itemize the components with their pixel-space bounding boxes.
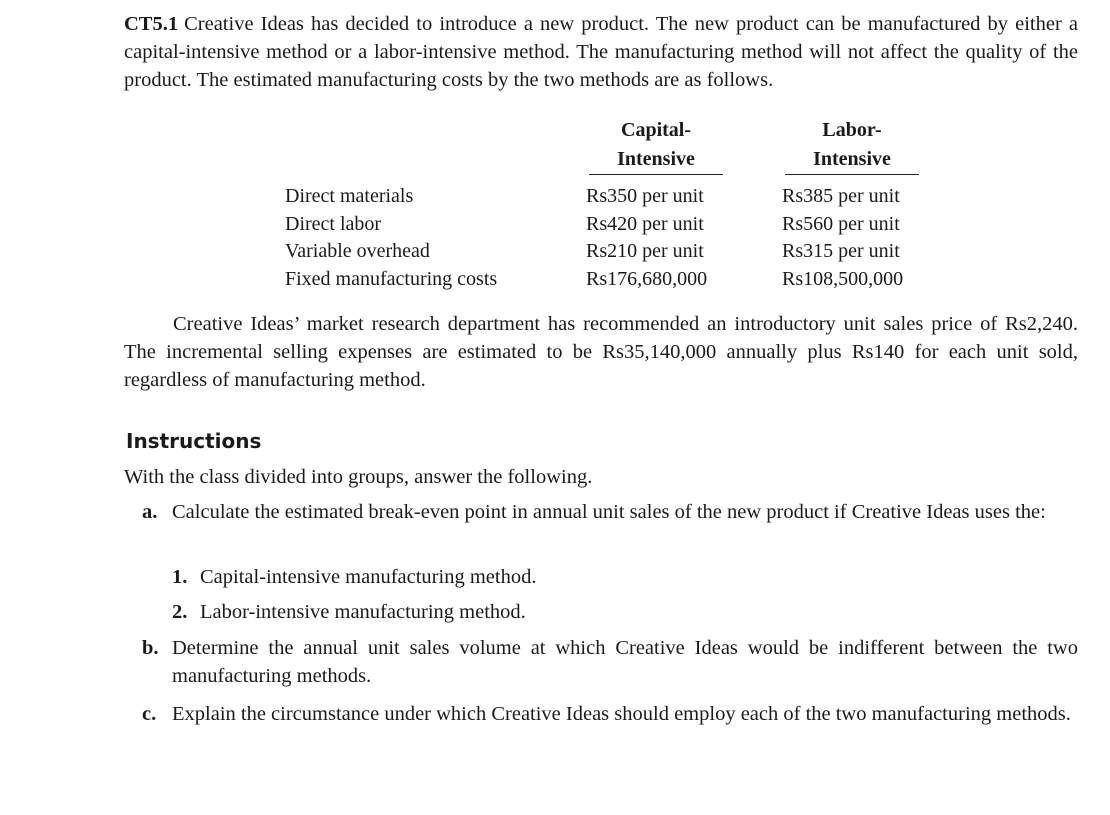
- capital-value: Rs210 per unit: [586, 240, 704, 262]
- item-text: Explain the circumstance under which Creative Ideas should employ each of the two manufacturing methods.: [172, 703, 1071, 725]
- labor-value: Rs560 per unit: [782, 213, 900, 235]
- capital-value: Rs350 per unit: [586, 185, 704, 207]
- table-row: [285, 237, 945, 265]
- labor-value: Rs108,500,000: [782, 268, 904, 290]
- item-marker: 2.: [172, 601, 188, 623]
- table-row: [285, 265, 945, 293]
- market-research-paragraph: Creative Ideas’ market research department has recommended an introductory unit sales price of Rs2,240. The incremental selling expenses are estimated to be Rs35,140,000 annually plus Rs140 for each unit sold, regardless of manufacturing method.: [124, 313, 1078, 391]
- row-label: Direct labor: [285, 213, 382, 235]
- row-label: Direct materials: [285, 185, 414, 207]
- item-text: Determine the annual unit sales volume at which Creative Ideas would be indifferent between the two manufacturing methods.: [172, 637, 1078, 687]
- item-marker: b.: [142, 637, 159, 659]
- row-label: Variable overhead: [285, 240, 430, 262]
- instruction-item-c: [142, 700, 1078, 728]
- capital-header-rule: [589, 174, 723, 175]
- item-marker: a.: [142, 501, 158, 523]
- item-text: Labor-intensive manufacturing method.: [200, 601, 526, 623]
- table-row: [285, 210, 945, 238]
- labor-value: Rs385 per unit: [782, 185, 900, 207]
- problem-statement: [124, 10, 1078, 94]
- capital-value: Rs176,680,000: [586, 268, 708, 290]
- capital-header-line2: Intensive: [617, 148, 695, 170]
- item-marker: c.: [142, 703, 157, 725]
- item-marker: 1.: [172, 566, 188, 588]
- labor-header-line1: Labor-: [822, 119, 882, 141]
- labor-value: Rs315 per unit: [782, 240, 900, 262]
- item-text: Calculate the estimated break-even point in annual unit sales of the new product if Creative Ideas uses the:: [172, 501, 1046, 523]
- instruction-item-a: [142, 498, 1078, 526]
- instructions-lead: With the class divided into groups, answer the following.: [124, 466, 593, 488]
- instructions-heading: Instructions: [126, 429, 262, 453]
- row-label: Fixed manufacturing costs: [285, 268, 498, 290]
- problem-text: Creative Ideas has decided to introduce a new product. The new product can be manufactured by either a capital-intensive method or a labor-intensive method. The manufacturing method will not affect the quality of the product. The estimated manufacturing costs by the two methods are as follows.: [124, 13, 1078, 91]
- instruction-item-a1: [172, 563, 900, 591]
- labor-header-line2: Intensive: [813, 148, 891, 170]
- capital-intensive-header: [581, 116, 731, 175]
- instruction-item-b: [142, 634, 1078, 690]
- capital-value: Rs420 per unit: [586, 213, 704, 235]
- instruction-item-a2: [172, 598, 900, 626]
- capital-header-line1: Capital-: [621, 119, 691, 141]
- labor-header-rule: [785, 174, 919, 175]
- problem-id: CT5.1: [124, 13, 179, 35]
- labor-intensive-header: [777, 116, 927, 175]
- table-row: [285, 182, 945, 210]
- item-text: Capital-intensive manufacturing method.: [200, 566, 537, 588]
